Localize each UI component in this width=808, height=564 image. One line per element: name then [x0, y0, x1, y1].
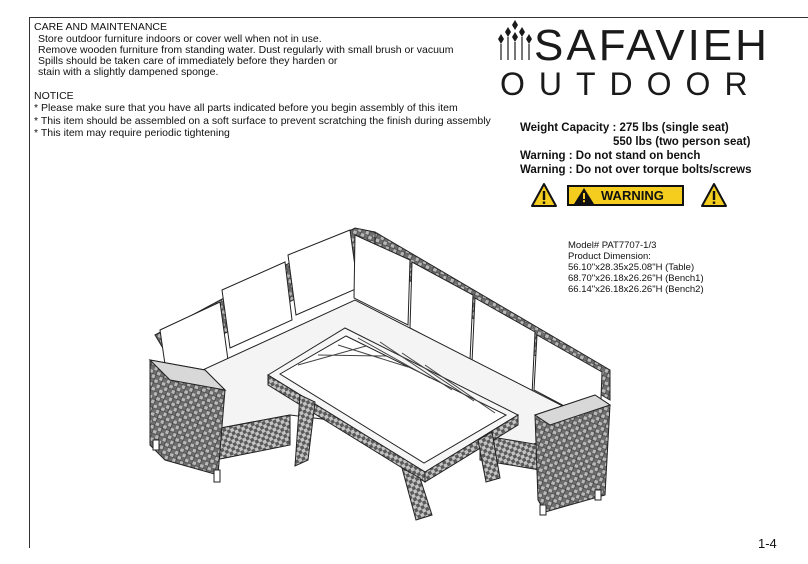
notice-line: * This item may require periodic tightening [34, 127, 230, 139]
warning-banner [567, 185, 684, 206]
sectional-sofa-illustration [140, 220, 620, 530]
notice-line: * Please make sure that you have all parts indicated before you begin assembly of this item [34, 102, 458, 114]
warning-triangle-icon [530, 182, 558, 208]
warning-small-icon [573, 187, 595, 205]
weight-capacity-two: 550 lbs (two person seat) [613, 136, 751, 148]
care-heading: CARE AND MAINTENANCE [34, 21, 168, 33]
dimension-line: 66.14"x26.18x26.26"H (Bench2) [568, 284, 704, 295]
warning-label: WARNING [601, 188, 664, 203]
warning-triangle-icon [700, 182, 728, 208]
page-number: 1-4 [758, 536, 777, 551]
care-line: Spills should be taken care of immediately before they harden or [38, 55, 338, 67]
notice-line: * This item should be assembled on a soft surface to prevent scratching the finish during assembly [34, 115, 491, 127]
brand-name: SAFAVIEH [534, 21, 770, 70]
dimension-line: 56.10"x28.35x25.08"H (Table) [568, 262, 695, 273]
care-line: Remove wooden furniture from standing water. Dust regularly with small brush or vacuum [38, 44, 454, 56]
care-line: stain with a slightly dampened sponge. [38, 66, 219, 78]
weight-capacity: Weight Capacity : 275 lbs (single seat) [520, 122, 729, 134]
model-number: Model# PAT7707-1/3 [568, 240, 657, 251]
dimension-line: 68.70"x26.18x26.26"H (Bench1) [568, 273, 704, 284]
safavieh-logo-icon [495, 18, 535, 62]
care-line: Store outdoor furniture indoors or cover well when not in use. [38, 33, 322, 45]
brand-sub: OUTDOOR [500, 66, 762, 102]
dimension-heading: Product Dimension: [568, 251, 651, 262]
warning-stand: Warning : Do not stand on bench [520, 150, 701, 162]
notice-heading: NOTICE [34, 90, 74, 102]
warning-torque: Warning : Do not over torque bolts/screws [520, 164, 752, 176]
